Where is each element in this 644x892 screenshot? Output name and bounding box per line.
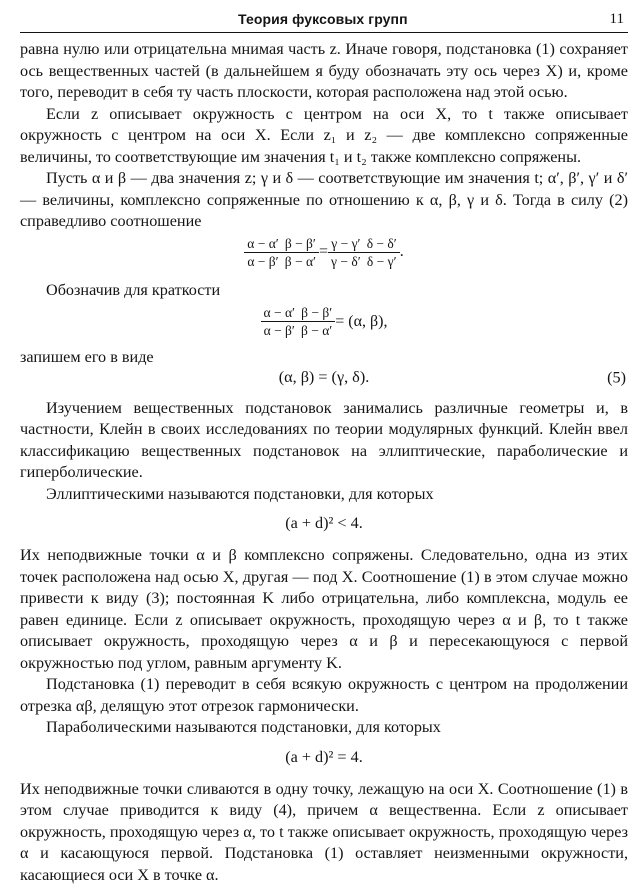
fraction: $\frac{\gamma - \gamma'}{\gamma - \delta'}$ bbox=[328, 236, 364, 269]
formula-cross-ratio-definition: $\frac{\alpha - \alpha'}{\alpha - \beta'}$ $\frac{\beta - \beta'}{\beta - \alpha'}$ = (α, β), bbox=[20, 305, 628, 349]
paragraph: Пусть α и β — два значения z; γ и δ — соответствующие им значения t; α′, β′, γ′ и δ′ — величины, комплексно сопряженные по отношению к α, β, γ и δ. Тогда в силу (2) справедливо соотношение bbox=[20, 169, 628, 230]
paragraph: Если z описывает окружность с центром на оси X, то t также описывает окружность с центром на оси X. Если z₁ и z₂ — две комплексно сопряженные величины, то соответствующие им значения t₁ и t₂ также комплексно сопряжены. bbox=[20, 104, 628, 166]
page-header bbox=[20, 6, 628, 33]
paragraph: Параболическими называются подстановки, для которых bbox=[46, 718, 441, 736]
paragraph: Подстановка (1) переводит в себя всякую окружность с центром на продолжении отрезка αβ, делящую этот отрезок гармонически. bbox=[20, 675, 628, 715]
fraction: $\frac{\delta - \delta'}{\delta - \gamma'}$ bbox=[364, 236, 400, 269]
fraction: $\frac{\beta - \beta'}{\beta - \alpha'}$ bbox=[298, 305, 335, 338]
page-number: 11 bbox=[609, 11, 624, 27]
page-body bbox=[20, 39, 628, 886]
fraction: $\frac{\beta - \beta'}{\beta - \alpha'}$ bbox=[282, 236, 319, 269]
formula-text: (α, β) = (γ, δ). bbox=[278, 367, 370, 386]
paragraph: Обозначив для краткости bbox=[46, 280, 221, 299]
formula-cross-ratio-equality: $\frac{\alpha - \alpha'}{\alpha - \beta'}$ $\frac{\beta - \beta'}{\beta - \alpha'}$ = $\frac{\gamma - \gamma'}{\gamma - \delta'}$ $\frac{\delta - \delta'}{\delta - \gamma'}$ . bbox=[20, 236, 628, 278]
paragraph: Эллиптическими называются подстановки, для которых bbox=[46, 484, 434, 503]
paragraph: равна нулю или отрицательна мнимая часть z. Иначе говоря, подстановка (1) сохраняет ось вещественных частей (в дальнейшем я буду обозначать эту ось через X) и, кроме того, переводит в себя ту часть плоскости, которая расположена над этой осью. bbox=[20, 40, 628, 101]
paragraph: Их неподвижные точки α и β комплексно сопряжены. Следовательно, одна из этих точек расположена над осью X, другая — под X. Соотношение (1) в этом случае можно привести к виду (3); постоянная K либо отрицательна, либо комплексна, модуль ее равен единице. Если z описывает окружность, проходящую через α и β, то t также описывает окружность, проходящую через α и β и пересекающуюся с первой окружностью под углом, равным аргументу K. bbox=[20, 546, 628, 672]
paragraph: Изучением вещественных подстановок занимались различные геометры и, в частности, Клейн в своих исследованиях по теории модулярных функций. Клейн ввел классификацию вещественных подстановок на эллиптические, параболические и гиперболические. bbox=[20, 398, 628, 481]
formula-text: (a + d)² = 4. bbox=[285, 747, 363, 766]
formula-parabolic-condition bbox=[20, 747, 628, 773]
running-title: Теория фуксовых групп bbox=[238, 11, 408, 27]
formula-elliptic-condition bbox=[20, 513, 628, 539]
fraction: $\frac{\alpha - \alpha'}{\alpha - \beta'}$ bbox=[261, 305, 298, 338]
formula-equation-5 bbox=[20, 367, 628, 389]
equation-number: (5) bbox=[607, 367, 626, 386]
paragraph: запишем его в виде bbox=[20, 348, 154, 366]
paragraph: Их неподвижные точки сливаются в одну точку, лежащую на оси X. Соотношение (1) в этом случае приводится к виду (4), причем α вещественна. Если z описывает окружность, проходящую через α, то t также описывает окружность, проходящую через α и касающуюся первой. Подстановка (1) оставляет неизменными окружности, касающиеся оси X в точке α. bbox=[20, 779, 628, 884]
formula-text: (a + d)² < 4. bbox=[285, 514, 363, 532]
fraction: $\frac{\alpha - \alpha'}{\alpha - \beta'}$ bbox=[244, 236, 281, 269]
